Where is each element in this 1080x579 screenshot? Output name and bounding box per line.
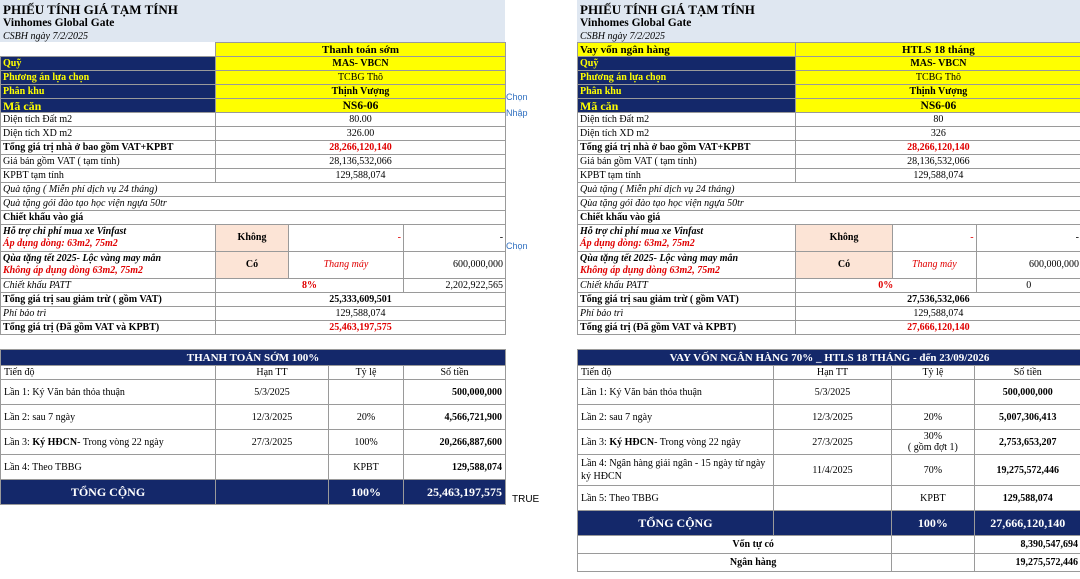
maintenance-fee-label: Phí bảo trì bbox=[1, 307, 216, 321]
col-progress: Tiến độ bbox=[1, 366, 216, 380]
vinfast-value: - bbox=[976, 225, 1080, 252]
sale-price-label: Giá bán gồm VAT ( tạm tính) bbox=[578, 155, 796, 169]
sale-price-value: 28,136,532,066 bbox=[795, 155, 1080, 169]
amount: 500,000,000 bbox=[404, 380, 506, 405]
own-capital-value: 8,390,547,694 bbox=[974, 536, 1080, 554]
option-label: Phương án lựa chọn bbox=[578, 71, 796, 85]
unit-code-value[interactable]: NS6-06 bbox=[795, 99, 1080, 113]
build-area-value: 326.00 bbox=[216, 127, 506, 141]
tet-value: 600,000,000 bbox=[976, 252, 1080, 279]
sheet-header bbox=[577, 0, 1080, 42]
table-row: Lần 3: Ký HĐCN- Trong vòng 22 ngày bbox=[578, 430, 774, 455]
table-row: Lần 5: Theo TBBG bbox=[578, 486, 774, 511]
tet-option[interactable]: Có bbox=[795, 252, 892, 279]
after-discount-value: 27,536,532,066 bbox=[795, 293, 1080, 307]
amount: 4,566,721,900 bbox=[404, 405, 506, 430]
csbh-date: CSBH ngày 7/2/2025 bbox=[580, 31, 665, 42]
due-date: 5/3/2025 bbox=[216, 380, 329, 405]
land-area-value: 80 bbox=[795, 113, 1080, 127]
discount-label: Chiết khấu vào giá bbox=[1, 211, 506, 225]
patt-discount-value: 0 bbox=[976, 279, 1080, 293]
bank-label: Ngân hàng bbox=[578, 554, 892, 572]
plan-label: Vay vốn ngân hàng bbox=[578, 43, 796, 57]
ratio: 70% bbox=[892, 455, 974, 486]
sale-price-value: 28,136,532,066 bbox=[216, 155, 506, 169]
grand-total-label: Tổng giá trị (Đã gồm VAT và KPBT) bbox=[578, 321, 796, 335]
table-row: Lần 4: Theo TBBG bbox=[1, 455, 216, 480]
project-name: Vinhomes Global Gate bbox=[580, 17, 692, 29]
tet-item: Thang máy bbox=[893, 252, 976, 279]
col-due: Hạn TT bbox=[216, 366, 329, 380]
amount: 129,588,074 bbox=[974, 486, 1080, 511]
due-date: 27/3/2025 bbox=[216, 430, 329, 455]
patt-discount-label: Chiết khấu PATT bbox=[1, 279, 216, 293]
table-row: Lần 2: sau 7 ngày bbox=[1, 405, 216, 430]
col-ratio: Tỷ lệ bbox=[892, 366, 974, 380]
kpbt-value: 129,588,074 bbox=[795, 169, 1080, 183]
quy-label: Quỹ bbox=[578, 57, 796, 71]
patt-discount-label: Chiết khấu PATT bbox=[578, 279, 796, 293]
kpbt-label: KPBT tạm tính bbox=[1, 169, 216, 183]
zone-label: Phân khu bbox=[578, 85, 796, 99]
tet-gift: Qùa tặng tết 2025- Lộc vàng may mắn Không áp dụng dòng 63m2, 75m2 bbox=[1, 252, 216, 279]
total-pct: 100% bbox=[329, 480, 404, 505]
ratio: 20% bbox=[892, 405, 974, 430]
payment-schedule bbox=[0, 349, 506, 505]
quy-value[interactable]: MAS- VBCN bbox=[216, 57, 506, 71]
amount: 2,753,653,207 bbox=[974, 430, 1080, 455]
gift-service-label: Quà tặng ( Miễn phí dịch vụ 24 tháng) bbox=[1, 183, 506, 197]
ratio: 20% bbox=[329, 405, 404, 430]
due-date: 5/3/2025 bbox=[773, 380, 891, 405]
grand-total-value: 25,463,197,575 bbox=[216, 321, 506, 335]
patt-discount-pct: 8% bbox=[216, 279, 404, 293]
bank-value: 19,275,572,446 bbox=[974, 554, 1080, 572]
col-progress: Tiến độ bbox=[578, 366, 774, 380]
ratio bbox=[329, 380, 404, 405]
amount: 20,266,887,600 bbox=[404, 430, 506, 455]
total-value: 28,266,120,140 bbox=[795, 141, 1080, 155]
tet-value: 600,000,000 bbox=[404, 252, 506, 279]
plan-header: HTLS 18 tháng bbox=[795, 43, 1080, 57]
due-date: 12/3/2025 bbox=[773, 405, 891, 430]
option-value[interactable]: TCBG Thô bbox=[795, 71, 1080, 85]
due-date: 27/3/2025 bbox=[773, 430, 891, 455]
price-table bbox=[577, 42, 1080, 335]
table-row: Lần 1: Ký Văn bản thỏa thuận bbox=[1, 380, 216, 405]
grand-total-label: Tổng giá trị (Đã gồm VAT và KPBT) bbox=[1, 321, 216, 335]
build-area-label: Diện tích XD m2 bbox=[1, 127, 216, 141]
vinfast-support: Hỗ trợ chi phí mua xe Vinfast Áp dụng dòng: 63m2, 75m2 bbox=[578, 225, 796, 252]
vinfast-option[interactable]: Không bbox=[216, 225, 289, 252]
input-hint: Nhập bbox=[506, 108, 528, 118]
unit-code-label: Mã căn bbox=[578, 99, 796, 113]
option-value[interactable]: TCBG Thô bbox=[216, 71, 506, 85]
build-area-label: Diện tích XD m2 bbox=[578, 127, 796, 141]
amount: 19,275,572,446 bbox=[974, 455, 1080, 486]
zone-value[interactable]: Thịnh Vượng bbox=[795, 85, 1080, 99]
vinfast-support: Hỗ trợ chi phí mua xe Vinfast Áp dụng dòng: 63m2, 75m2 bbox=[1, 225, 216, 252]
csbh-date: CSBH ngày 7/2/2025 bbox=[3, 31, 88, 42]
land-area-label: Diện tích Đất m2 bbox=[1, 113, 216, 127]
vinfast-value: - bbox=[404, 225, 506, 252]
amount: 129,588,074 bbox=[404, 455, 506, 480]
zone-value[interactable]: Thịnh Vượng bbox=[216, 85, 506, 99]
due-date bbox=[216, 455, 329, 480]
build-area-value: 326 bbox=[795, 127, 1080, 141]
total-label: TỔNG CỘNG bbox=[1, 480, 216, 505]
kpbt-value: 129,588,074 bbox=[216, 169, 506, 183]
col-amount: Số tiền bbox=[404, 366, 506, 380]
total-label: TỔNG CỘNG bbox=[578, 511, 774, 536]
col-ratio: Tỷ lệ bbox=[329, 366, 404, 380]
grand-total-value: 27,666,120,140 bbox=[795, 321, 1080, 335]
own-capital-label: Vốn tự có bbox=[578, 536, 892, 554]
after-discount-label: Tổng giá trị sau giảm trừ ( gồm VAT) bbox=[1, 293, 216, 307]
unit-code-value[interactable]: NS6-06 bbox=[216, 99, 506, 113]
project-name: Vinhomes Global Gate bbox=[3, 17, 115, 29]
land-area-label: Diện tích Đất m2 bbox=[578, 113, 796, 127]
maintenance-fee-value: 129,588,074 bbox=[216, 307, 506, 321]
sheet-header bbox=[0, 0, 505, 42]
col-amount: Số tiền bbox=[974, 366, 1080, 380]
ratio: KPBT bbox=[892, 486, 974, 511]
vinfast-item: - bbox=[289, 225, 404, 252]
tet-item: Thang máy bbox=[289, 252, 404, 279]
table-row: Lần 2: sau 7 ngày bbox=[578, 405, 774, 430]
tet-gift: Qùa tặng tết 2025- Lộc vàng may mắn Không áp dụng dòng 63m2, 75m2 bbox=[578, 252, 796, 279]
vinfast-item: - bbox=[893, 225, 976, 252]
select-hint: Chọn bbox=[506, 92, 528, 102]
ratio: KPBT bbox=[329, 455, 404, 480]
kpbt-label: KPBT tạm tính bbox=[578, 169, 796, 183]
total-amount: 25,463,197,575 bbox=[404, 480, 506, 505]
loan-schedule bbox=[577, 349, 1080, 572]
total-amount: 27,666,120,140 bbox=[974, 511, 1080, 536]
schedule-title: THANH TOÁN SỚM 100% bbox=[1, 350, 506, 366]
vinfast-option[interactable]: Không bbox=[795, 225, 892, 252]
patt-discount-value: 2,202,922,565 bbox=[404, 279, 506, 293]
amount: 500,000,000 bbox=[974, 380, 1080, 405]
select-hint-2: Chọn bbox=[506, 241, 528, 251]
option-label: Phương án lựa chọn bbox=[1, 71, 216, 85]
due-date: 12/3/2025 bbox=[216, 405, 329, 430]
maintenance-fee-value: 129,588,074 bbox=[795, 307, 1080, 321]
after-discount-value: 25,333,609,501 bbox=[216, 293, 506, 307]
ratio: 30% ( gồm đợt 1) bbox=[892, 430, 974, 455]
quy-label: Quỹ bbox=[1, 57, 216, 71]
patt-discount-pct: 0% bbox=[795, 279, 976, 293]
total-value-label: Tổng giá trị nhà ở bao gồm VAT+KPBT bbox=[578, 141, 796, 155]
total-value-label: Tổng giá trị nhà ở bao gồm VAT+KPBT bbox=[1, 141, 216, 155]
amount: 5,007,306,413 bbox=[974, 405, 1080, 430]
gift-training-label: Quà tặng gói đào tạo học viện ngựa 50tr bbox=[1, 197, 506, 211]
land-area-value: 80.00 bbox=[216, 113, 506, 127]
bank-loan-sheet bbox=[577, 0, 1080, 572]
ratio: 100% bbox=[329, 430, 404, 455]
total-value: 28,266,120,140 bbox=[216, 141, 506, 155]
quy-value[interactable]: MAS- VBCN bbox=[795, 57, 1080, 71]
sheet-title: PHIẾU TÍNH GIÁ TẠM TÍNH bbox=[580, 2, 755, 17]
maintenance-fee-label: Phí bảo trì bbox=[578, 307, 796, 321]
tet-option[interactable]: Có bbox=[216, 252, 289, 279]
discount-label: Chiết khấu vào giá bbox=[578, 211, 1080, 225]
table-row: Lần 1: Ký Văn bản thỏa thuận bbox=[578, 380, 774, 405]
gift-service-label: Quà tặng ( Miễn phí dịch vụ 24 tháng) bbox=[578, 183, 1080, 197]
unit-code-label: Mã căn bbox=[1, 99, 216, 113]
after-discount-label: Tổng giá trị sau giảm trừ ( gồm VAT) bbox=[578, 293, 796, 307]
true-flag: TRUE bbox=[512, 494, 540, 505]
total-pct: 100% bbox=[892, 511, 974, 536]
due-date: 11/4/2025 bbox=[773, 455, 891, 486]
col-due: Hạn TT bbox=[773, 366, 891, 380]
gift-training-label: Qùa tặng gói đào tạo học viện ngựa 50tr bbox=[578, 197, 1080, 211]
early-payment-sheet bbox=[0, 0, 505, 505]
table-row: Lần 3: Ký HĐCN- Trong vòng 22 ngày bbox=[1, 430, 216, 455]
sheet-title: PHIẾU TÍNH GIÁ TẠM TÍNH bbox=[3, 2, 178, 17]
sale-price-label: Giá bán gồm VAT ( tạm tính) bbox=[1, 155, 216, 169]
zone-label: Phân khu bbox=[1, 85, 216, 99]
schedule-title: VAY VỐN NGÂN HÀNG 70% _ HTLS 18 THÁNG - đến 23/09/2026 bbox=[578, 350, 1080, 366]
table-row: Lần 4: Ngân hàng giải ngân - 15 ngày từ ngày ký HĐCN bbox=[578, 455, 774, 486]
price-table bbox=[0, 42, 506, 335]
plan-header: Thanh toán sớm bbox=[216, 43, 506, 57]
